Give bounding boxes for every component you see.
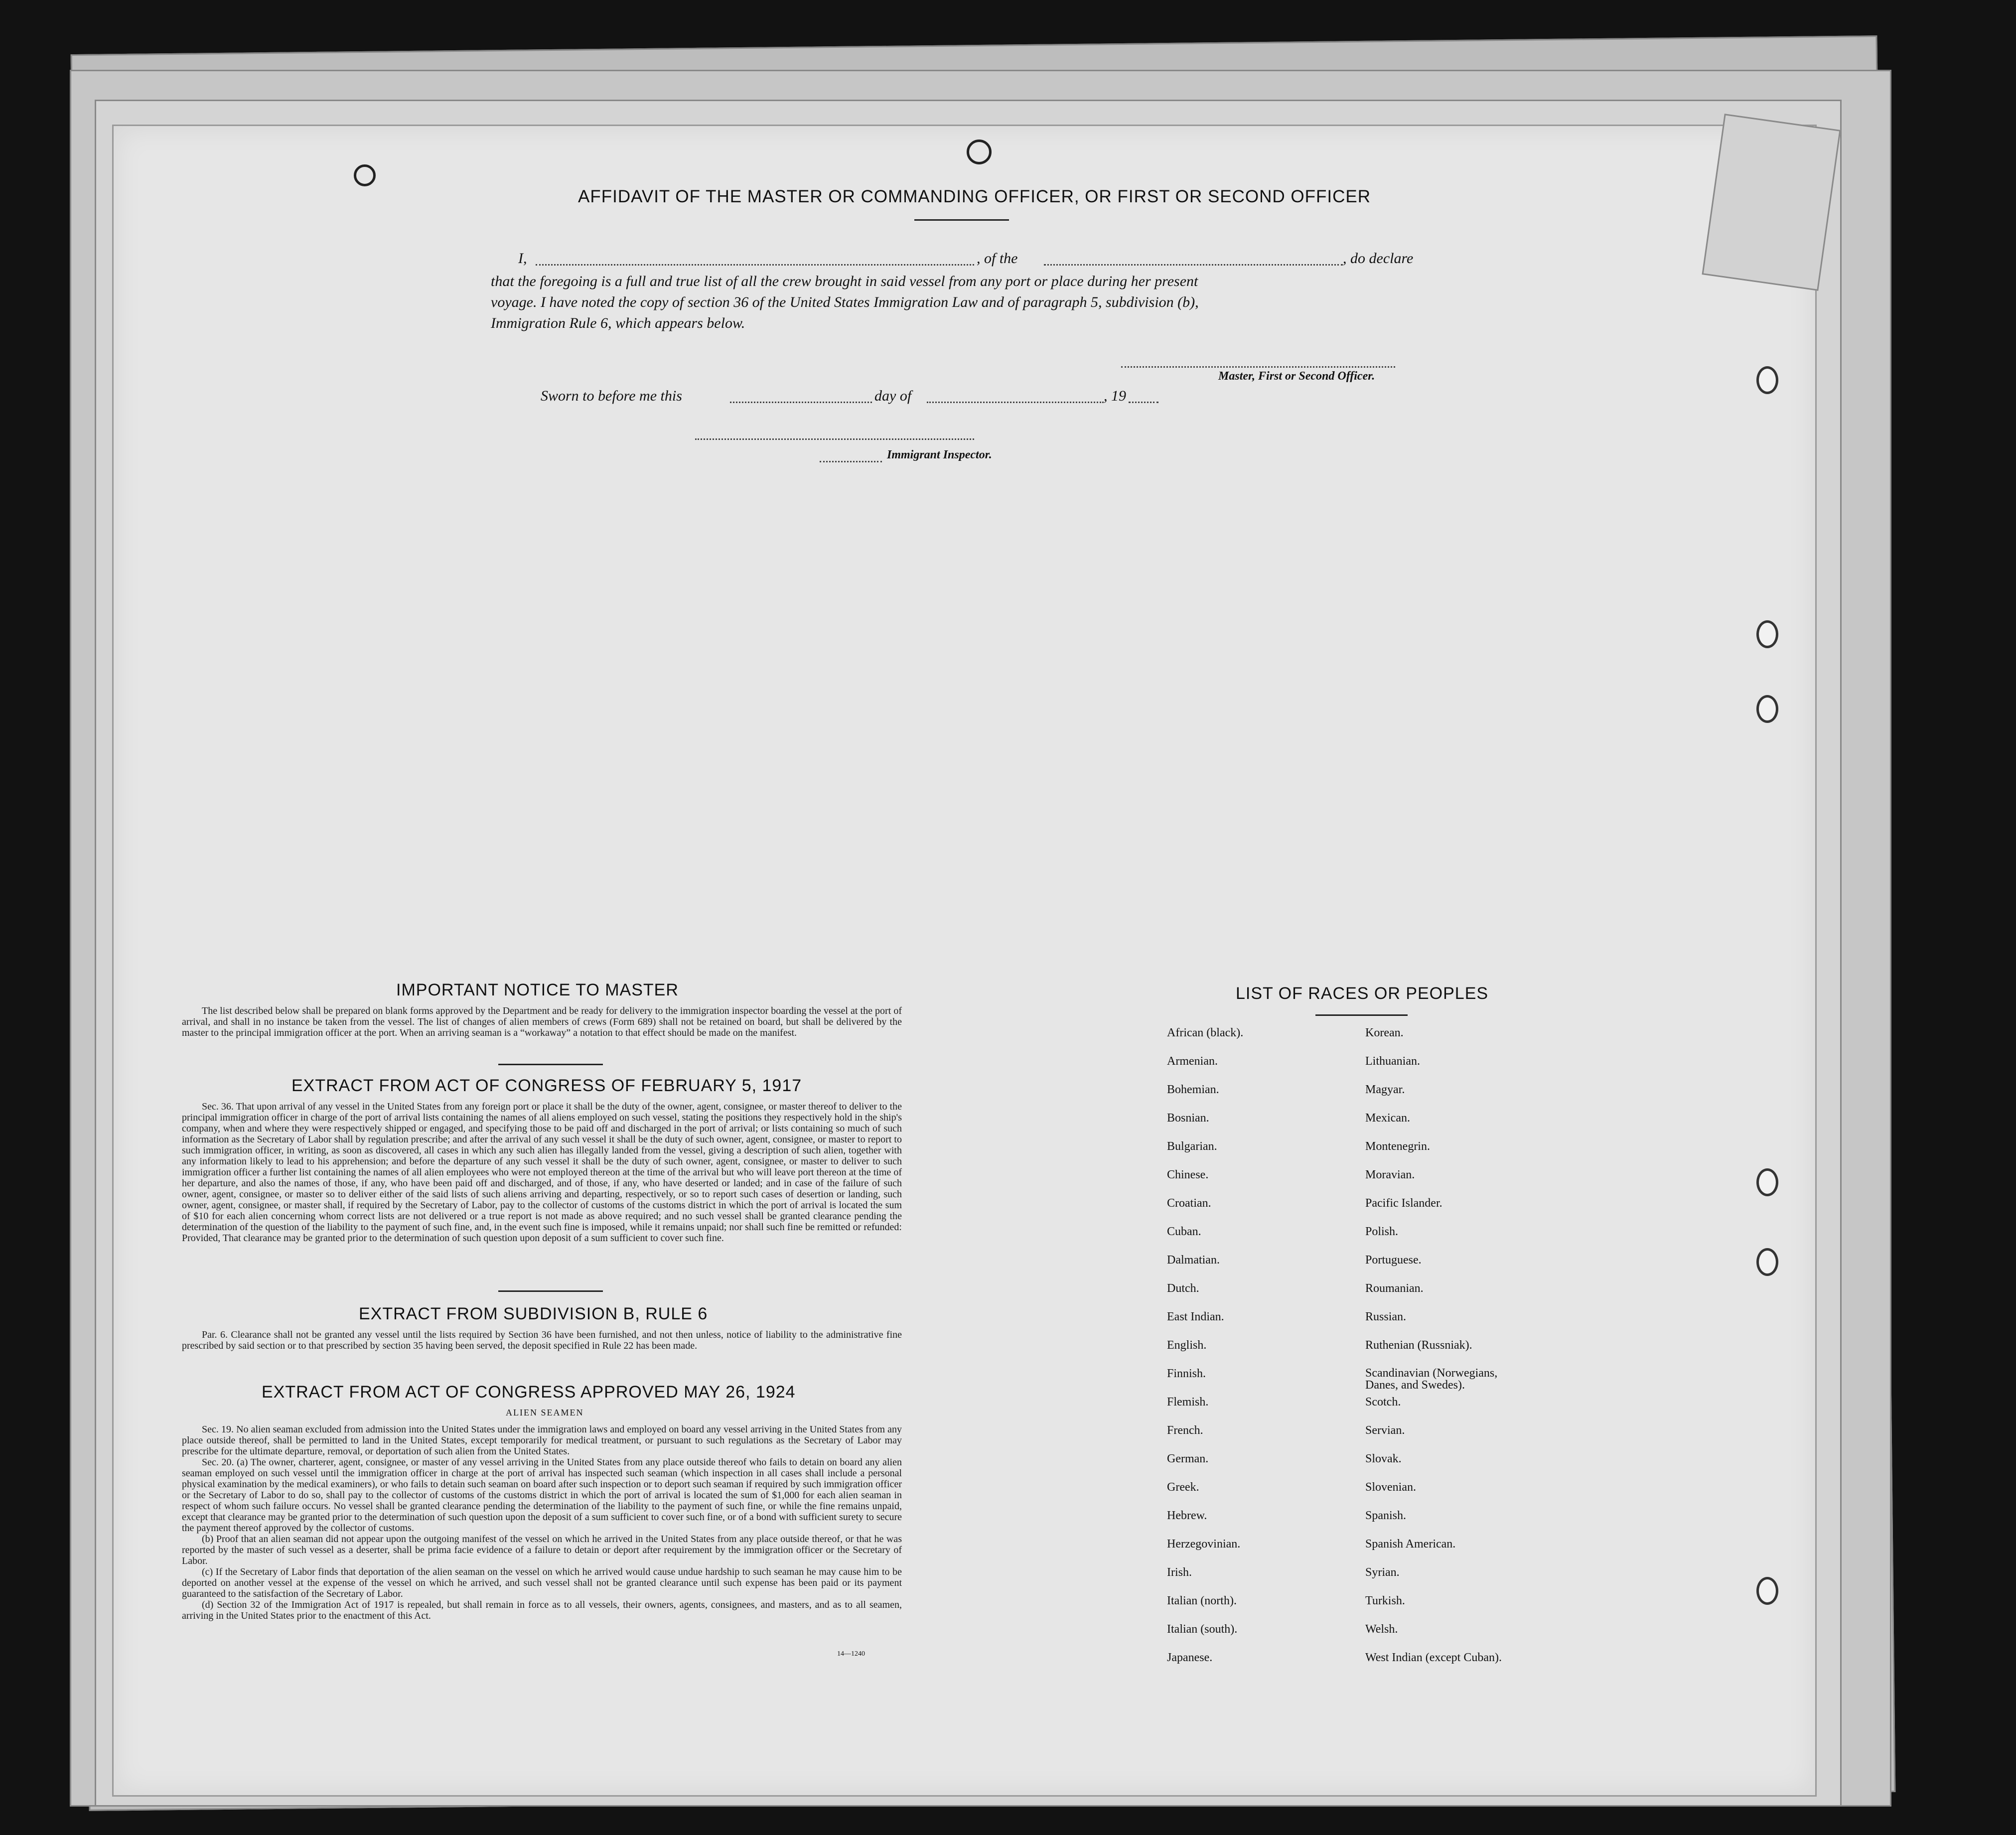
extract-1917-paragraph: Sec. 36. That upon arrival of any vessel in the United States from any foreign port or place it shall be the duty of the owner, agent, consignee, or master thereof to deliver to the principal immigration officer in charge of the port of arrival lists containing the names of all aliens employed on such vessel, stating the positions they respectively hold in the ship's company, when and where they were respectively shipped or engaged, and specifying those to be paid off and discharged in the port of arrival; or lists containing so much of such information as the Secretary of Labor shall by regulation prescribe; and after the arrival of any such vessel it shall be the duty of such owner, agent, consignee, or master to report to such immigration officer, in writing, as soon as discovered, all cases in which any such alien has illegally landed from the vessel, giving a description of such alien, together with any information likely to lead to his apprehension; and before the departure of any such vessel it shall be the duty of such owner, agent, consignee, or master to deliver to such immigration officer a further list containing the names of all alien employees who were not employed thereon at the time of the arrival but who will leave port thereon at the time of her departure, and also the names of those, if any, who have been paid off and discharged, and of those, if any, who have deserted or landed; and in case of the failure of such owner, agent, consignee, or master so to deliver either of the said lists of such aliens arriving and departing, respectively, or so to report such cases of desertion or landing, such owner, agent, consignee, or master shall, if required by the Secretary of Labor, pay to the collector of customs of the customs district in which the port of arrival is located the sum of $10 for each alien concerning whom correct lists are not delivered or a true report is not made as above required; and no such vessel shall be granted clearance pending the determination of the question of the liability to the payment of such fine, and, in the event such fine is imposed, while it remains unpaid; nor shall such fine be remitted or refunded: Provided, That clearance may be granted prior to the determination of such question upon deposit of a sum sufficient to cover such fine. <box>182 1101 902 1244</box>
binder-hole <box>1756 1248 1778 1276</box>
race-item: Scandinavian (Norwegians, Danes, and Swedes). <box>1365 1367 1498 1392</box>
binder-ring <box>354 164 376 186</box>
binder-ring <box>967 140 992 164</box>
binder-hole <box>1756 1577 1778 1605</box>
race-item: Bohemian. <box>1167 1083 1219 1096</box>
race-item: Irish. <box>1167 1566 1192 1579</box>
races-right-column <box>1365 1026 1580 1680</box>
races-title: LIST OF RACES OR PEOPLES <box>1236 984 1489 1003</box>
race-item: Roumanian. <box>1365 1282 1424 1295</box>
extract-1924-title: EXTRACT FROM ACT OF CONGRESS APPROVED MAY 26, 1924 <box>262 1383 796 1402</box>
race-item: Moravian. <box>1365 1168 1415 1181</box>
race-item: Servian. <box>1365 1424 1405 1437</box>
notice-text <box>182 1005 902 1038</box>
section-rule <box>498 1064 603 1065</box>
officer-label: Master, First or Second Officer. <box>1218 370 1375 383</box>
extract-1924-paragraph: (b) Proof that an alien seaman did not appear upon the outgoing manifest of the vessel on which he arrived in the United States from any place outside thereof, or that he was reported by the master of such vessel as a deserter, shall be prima facie evidence of a failure to detain or deport after requirement by the immigration officer or the Secretary of Labor. <box>182 1534 902 1566</box>
sworn-day-field[interactable] <box>730 402 872 403</box>
race-item: East Indian. <box>1167 1310 1224 1323</box>
race-item: Slovak. <box>1365 1452 1402 1465</box>
binder-hole <box>1756 366 1778 394</box>
races-title-rule <box>1315 1014 1408 1016</box>
extract-1924-paragraph: (c) If the Secretary of Labor finds that deportation of the alien seaman on the vessel on which he arrived would cause undue hardship to such seaman he may cause him to be deported on another vessel at the expense of the vessel on which he arrived, and such vessel shall not be granted clearance until such expense has been paid or its payment guaranteed to the satisfaction of the Secretary of Labor. <box>182 1566 902 1599</box>
extract-1924-subtitle: ALIEN SEAMEN <box>506 1408 584 1417</box>
race-item: Bosnian. <box>1167 1112 1209 1125</box>
race-item: Mexican. <box>1365 1112 1410 1125</box>
binder-hole <box>1756 620 1778 648</box>
binder-hole <box>1756 695 1778 723</box>
race-item: Dalmatian. <box>1167 1254 1220 1267</box>
inspector-signature-field[interactable] <box>695 438 974 440</box>
notice-title: IMPORTANT NOTICE TO MASTER <box>396 981 679 999</box>
race-item: Korean. <box>1365 1026 1404 1039</box>
race-item: Syrian. <box>1365 1566 1400 1579</box>
affidavit-title-rule <box>914 219 1009 221</box>
race-item: Ruthenian (Russniak). <box>1365 1339 1472 1352</box>
race-item: Lithuanian. <box>1365 1055 1420 1068</box>
officer-signature-field[interactable] <box>1121 366 1395 368</box>
affidavit-title: AFFIDAVIT OF THE MASTER OR COMMANDING OFFICER, OR FIRST OR SECOND OFFICER <box>578 187 1371 206</box>
race-item: German. <box>1167 1452 1209 1465</box>
race-item: Spanish. <box>1365 1509 1407 1522</box>
race-item: Russian. <box>1365 1310 1407 1323</box>
race-item: Montenegrin. <box>1365 1140 1430 1153</box>
race-item: Polish. <box>1365 1225 1399 1238</box>
day-of-label: day of <box>874 388 912 404</box>
extract-rule6-text <box>182 1329 902 1351</box>
sworn-month-field[interactable] <box>927 402 1104 403</box>
binder-hole <box>1756 1168 1778 1196</box>
race-item: African (black). <box>1167 1026 1244 1039</box>
race-item: Croatian. <box>1167 1197 1211 1210</box>
race-item: Welsh. <box>1365 1623 1398 1636</box>
vessel-field[interactable] <box>1044 264 1343 266</box>
race-item: Slovenian. <box>1365 1481 1416 1494</box>
extract-rule6-paragraph: Par. 6. Clearance shall not be granted any vessel until the lists required by Section 36 have been furnished, and not then unless, notice of liability to the administrative fine prescribed by said section or to that prescribed by section 35 having been served, the deposit specified in Rule 22 has been made. <box>182 1329 902 1351</box>
race-item: Italian (south). <box>1167 1623 1238 1636</box>
race-item: Greek. <box>1167 1481 1199 1494</box>
race-item: Portuguese. <box>1365 1254 1422 1267</box>
affidavit-do-declare-label: , do declare <box>1343 250 1414 267</box>
extract-rule6-title: EXTRACT FROM SUBDIVISION B, RULE 6 <box>359 1304 708 1323</box>
sworn-year-field[interactable] <box>1129 402 1158 403</box>
sworn-label: Sworn to before me this <box>541 388 682 404</box>
extract-1924-paragraph: (d) Section 32 of the Immigration Act of 1917 is repealed, but shall remain in force as to all vessels, their owners, agents, consignees, and masters, and as to all seamen, arriving in the United States prior to the enactment of this Act. <box>182 1599 902 1621</box>
extract-1917-title: EXTRACT FROM ACT OF CONGRESS OF FEBRUARY 5, 1917 <box>291 1076 802 1095</box>
race-item: Chinese. <box>1167 1168 1209 1181</box>
form-number: 14—1240 <box>837 1650 865 1658</box>
race-item: Turkish. <box>1365 1594 1405 1607</box>
race-item: Armenian. <box>1167 1055 1218 1068</box>
race-item: Cuban. <box>1167 1225 1201 1238</box>
race-item: Scotch. <box>1365 1396 1401 1409</box>
affidavit-i-label: I, <box>518 250 527 267</box>
affidavit-of-the-label: , of the <box>977 250 1018 267</box>
race-item: English. <box>1167 1339 1207 1352</box>
race-item: Pacific Islander. <box>1365 1197 1442 1210</box>
race-item: Spanish American. <box>1365 1538 1456 1551</box>
race-item: Bulgarian. <box>1167 1140 1217 1153</box>
notice-paragraph: The list described below shall be prepared on blank forms approved by the Department and be ready for delivery to the immigration inspector boarding the vessel at the port of arrival, and shall in no instance be taken from the vessel. The list of changes of alien members of crews (Form 689) shall not be retained on board, but shall be delivered by the master to the principal immigration officer at the port. When an arriving seaman is a “workaway” a notation to that effect should be made on the manifest. <box>182 1005 902 1038</box>
race-item: Italian (north). <box>1167 1594 1237 1607</box>
extract-1917-text <box>182 1101 902 1244</box>
affidavit-line-3: Immigration Rule 6, which appears below. <box>491 315 745 331</box>
race-item: Dutch. <box>1167 1282 1199 1295</box>
extract-1924-paragraph: Sec. 19. No alien seaman excluded from admission into the United States under the immigration laws and employed on board any vessel arriving in the United States from any place outside thereof, shall be permitted to land in the United States, except temporarily for medical treatment, or pursuant to such regulations as the Secretary of Labor may prescribe for the ultimate departure, removal, or deportation of such alien from the United States. <box>182 1424 902 1457</box>
race-item: Magyar. <box>1365 1083 1405 1096</box>
year-label: , 19 <box>1104 388 1126 404</box>
race-item: Flemish. <box>1167 1396 1209 1409</box>
race-item: Japanese. <box>1167 1651 1213 1664</box>
race-item: West Indian (except Cuban). <box>1365 1651 1502 1664</box>
inspector-signature-field-2[interactable] <box>820 461 882 462</box>
race-item: French. <box>1167 1424 1203 1437</box>
affidavit-line-1: that the foregoing is a full and true list of all the crew brought in said vessel from any port or place during her present <box>491 273 1198 289</box>
races-left-column <box>1167 1026 1356 1680</box>
section-rule <box>498 1290 603 1292</box>
inspector-label: Immigrant Inspector. <box>887 448 992 461</box>
race-item: Finnish. <box>1167 1367 1206 1380</box>
race-item: Hebrew. <box>1167 1509 1207 1522</box>
race-item: Herzegovinian. <box>1167 1538 1241 1551</box>
extract-1924-paragraph: Sec. 20. (a) The owner, charterer, agent, consignee, or master of any vessel arriving in the United States from any place outside thereof who fails to detain on board any alien seaman employed on such vessel until the immigration officer in charge at the port of arrival has inspected such seaman (which inspection in all cases shall include a personal physical examination by the medical examiners), or who fails to detain such seaman on board after such inspection or to deport such seaman if required by such immigration officer or the Secretary of Labor to do so, shall pay to the collector of customs of the customs district in which the port of arrival is located the sum of $1,000 for each alien seaman in respect of whom such failure occurs. No vessel shall be granted clearance pending the determination of the liability to the payment of such fine, or while the fine remains unpaid, except that clearance may be granted prior to the determination of such question upon the deposit of a sum sufficient to cover such fine, or of a bond with sufficient surety to secure the payment thereof approved by the collector of customs. <box>182 1457 902 1534</box>
folded-corner <box>1702 114 1841 291</box>
extract-1924-text <box>182 1424 902 1621</box>
name-field[interactable] <box>536 264 974 266</box>
affidavit-line-2: voyage. I have noted the copy of section 36 of the United States Immigration Law and of paragraph 5, subdivision (b), <box>491 294 1199 310</box>
